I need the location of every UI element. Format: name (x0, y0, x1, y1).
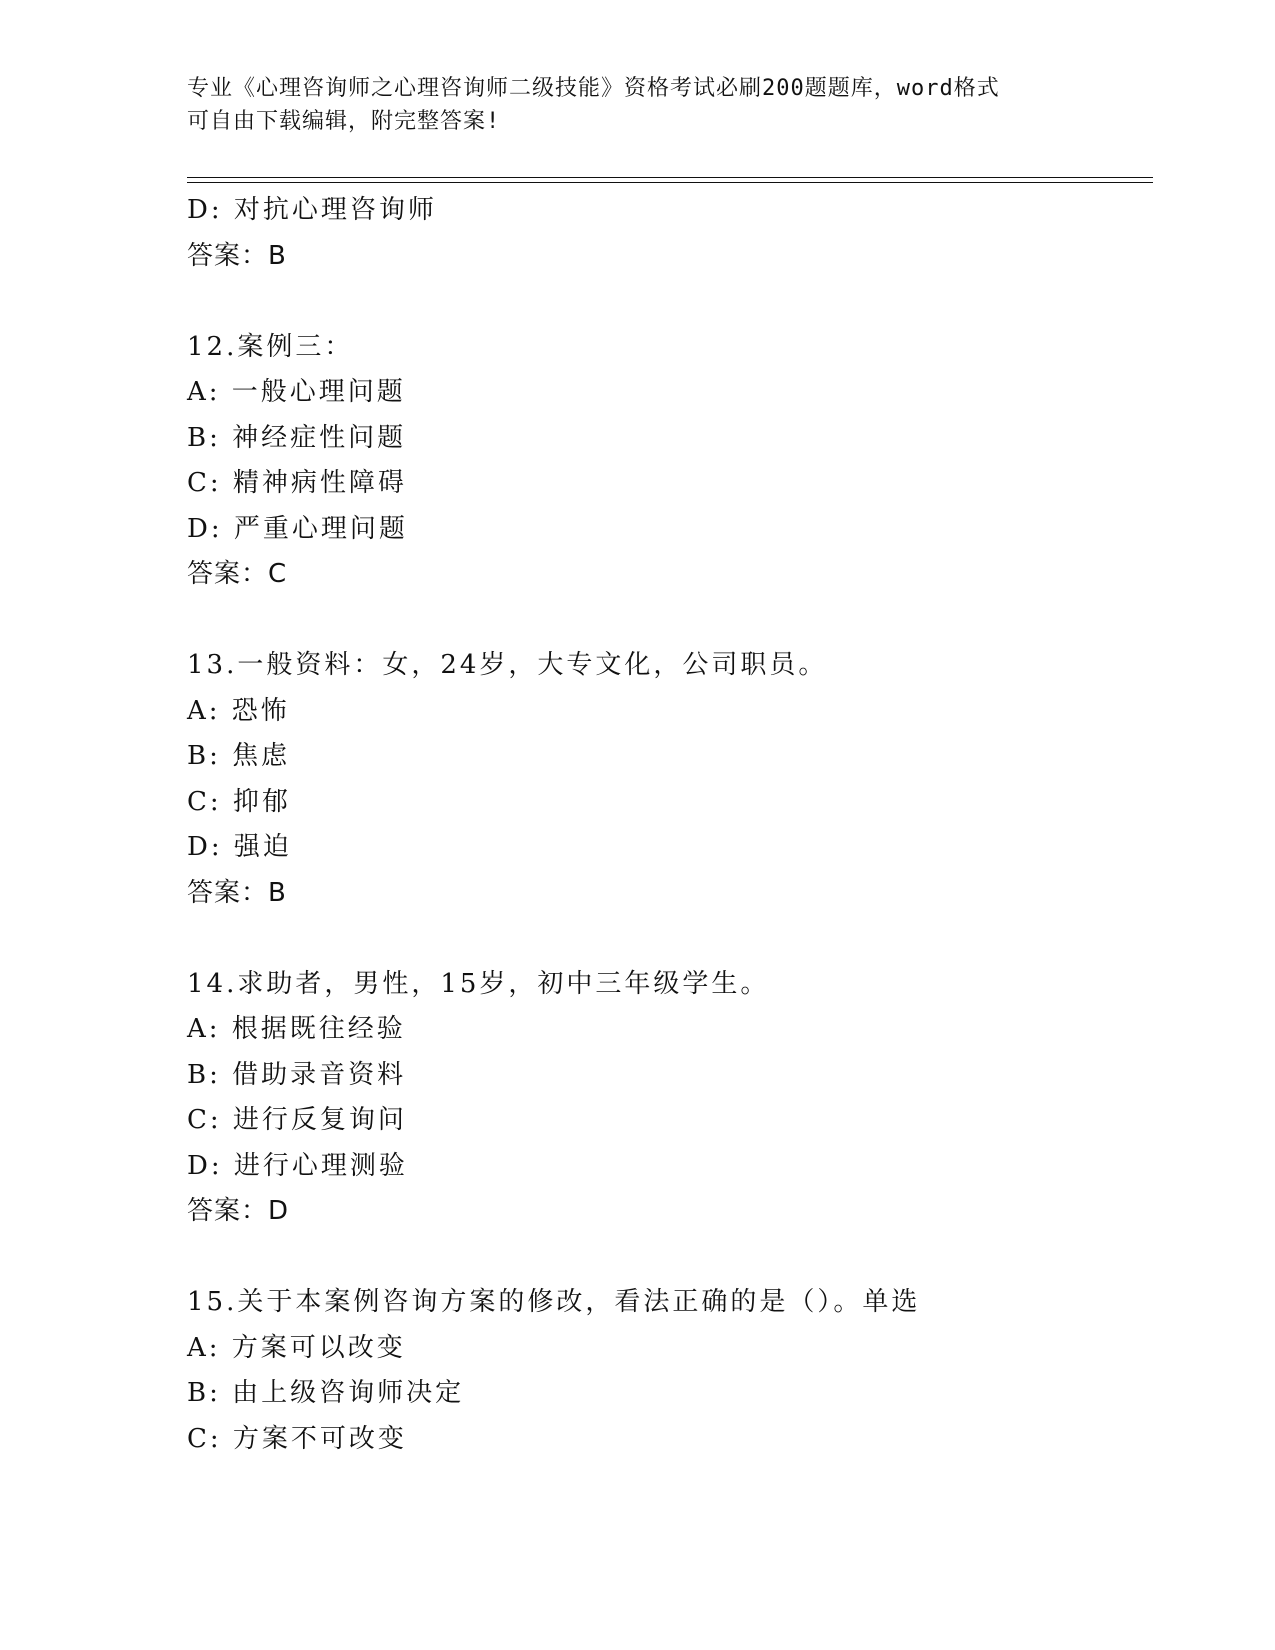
option-d: D: 进行心理测验 (187, 1150, 408, 1181)
answer-line: 答案：C (187, 559, 288, 589)
question-stem: 14.求助者，男性，15岁，初中三年级学生。 (187, 968, 770, 999)
option-a: A: 根据既往经验 (187, 1014, 406, 1044)
spacer (187, 1235, 1147, 1281)
question-stem: 15.关于本案例咨询方案的修改，看法正确的是（）。单选 (187, 1287, 921, 1317)
question-12 (187, 325, 1147, 598)
option-d: D: 严重心理问题 (187, 513, 408, 544)
option-b: B: 由上级咨询师决定 (187, 1378, 465, 1408)
question-14 (187, 962, 1147, 1235)
option-a: A: 一般心理问题 (187, 377, 406, 407)
option-c: C: 进行反复询问 (187, 1105, 407, 1135)
option-c: C: 精神病性障碍 (187, 468, 407, 498)
option-c: C: 抑郁 (187, 786, 291, 817)
question-stem: 12.案例三： (187, 331, 354, 362)
option-b: B: 借助录音资料 (187, 1059, 407, 1090)
spacer (187, 598, 1147, 644)
question-11-tail (187, 188, 1147, 279)
header-divider-top (187, 177, 1153, 178)
option-b: B: 焦虑 (187, 741, 291, 771)
header-line-1: 专业《心理咨询师之心理咨询师二级技能》资格考试必刷200题题库，word格式 (187, 76, 1000, 101)
question-15 (187, 1280, 1147, 1462)
question-list (187, 188, 1147, 1462)
answer-line: 答案：B (187, 240, 287, 271)
header-divider-bottom (187, 182, 1153, 183)
option-a: A: 恐怖 (187, 695, 290, 726)
spacer (187, 279, 1147, 325)
option-d: D: 对抗心理咨询师 (187, 195, 437, 225)
answer-line: 答案：B (187, 877, 287, 908)
question-13 (187, 643, 1147, 916)
option-a: A: 方案可以改变 (187, 1332, 406, 1363)
header-line-2: 可自由下载编辑，附完整答案! (187, 109, 501, 134)
option-b: B: 神经症性问题 (187, 422, 407, 453)
option-c: C: 方案不可改变 (187, 1423, 407, 1454)
spacer (187, 916, 1147, 962)
answer-line: 答案：D (187, 1196, 290, 1226)
document-header (187, 72, 1087, 138)
option-d: D: 强迫 (187, 832, 292, 862)
question-stem: 13.一般资料：女，24岁，大专文化，公司职员。 (187, 650, 828, 680)
